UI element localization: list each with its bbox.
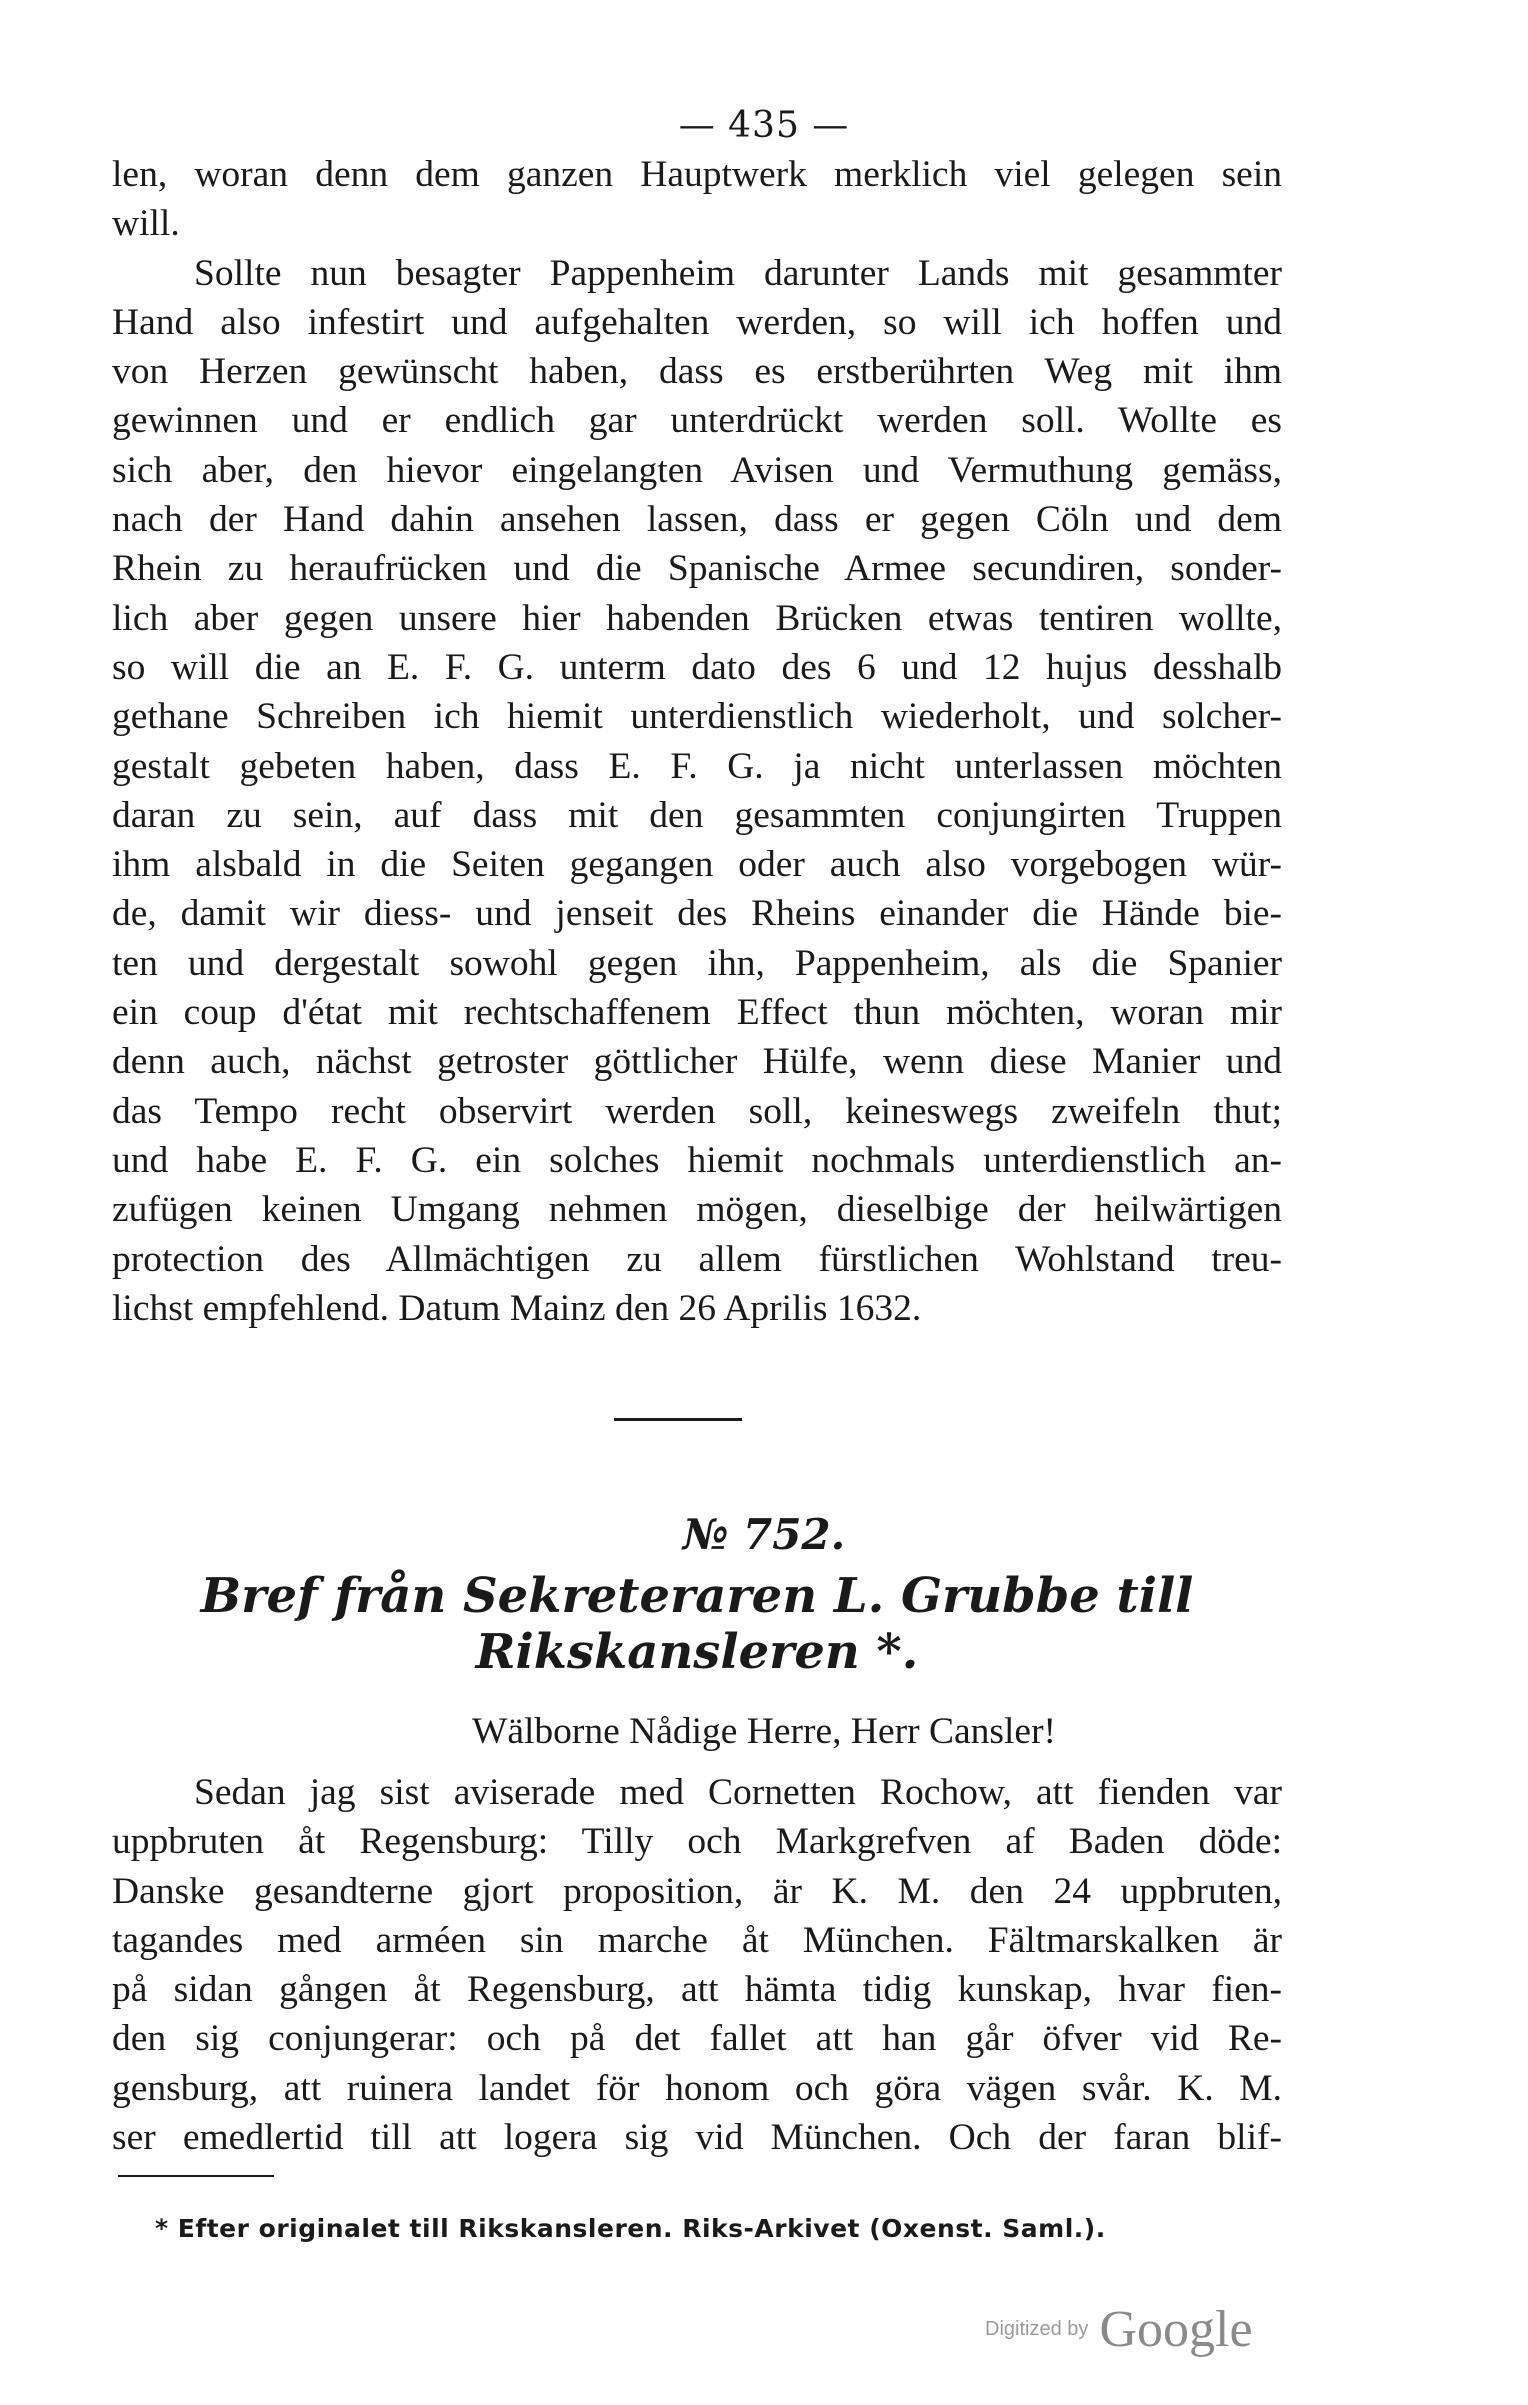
body-line: sich aber, den hievor eingelangten Avisen und Vermuthung gemäss, — [112, 449, 1282, 491]
body-line: nach der Hand dahin ansehen lassen, dass er gegen Cöln und dem — [112, 499, 1282, 541]
body-line: ein coup d'état mit rechtschaffenem Effect thun möchten, woran mir — [112, 992, 1282, 1034]
document-number: № 752. — [682, 1510, 846, 1559]
body-line: denn auch, nächst getroster göttlicher Hülfe, wenn diese Manier und — [112, 1041, 1282, 1083]
letter-body — [112, 150, 1282, 1333]
watermark-prefix: Digitized by — [985, 2318, 1089, 2340]
body-line: von Herzen gewünscht haben, dass es erstberührten Weg mit ihm — [112, 351, 1282, 393]
salutation: Wälborne Nådige Herre, Herr Cansler! — [471, 1711, 1057, 1752]
body-line: Danske gesandterne gjort proposition, är K. M. den 24 uppbruten, — [112, 1870, 1282, 1912]
body-line: will. — [112, 203, 180, 245]
body-line: på sidan gången åt Regensburg, att hämta tidig kunskap, hvar fien- — [112, 1969, 1282, 2011]
body-line: Sollte nun besagter Pappenheim darunter Lands mit gesammter — [194, 252, 1282, 294]
google-logo: Google — [1099, 2301, 1253, 2358]
section-divider — [614, 1418, 742, 1421]
body-line: Rhein zu heraufrücken und die Spanische Armee secundiren, sonder- — [112, 548, 1282, 590]
letter-heading-line2: Rikskansleren *. — [475, 1624, 919, 1680]
digitized-watermark — [985, 2300, 1253, 2359]
footnote: * Efter originalet till Rikskansleren. Riks-Arkivet (Oxenst. Saml.). — [155, 2214, 1106, 2243]
body-line: de, damit wir diess- und jenseit des Rheins einander die Hände bie- — [112, 893, 1282, 935]
body-line: ihm alsbald in die Seiten gegangen oder auch also vorgebogen wür- — [112, 844, 1282, 886]
body-line: zufügen keinen Umgang nehmen mögen, dieselbige der heilwärtigen — [112, 1189, 1282, 1231]
body-line: ser emedlertid till att logera sig vid München. Och der faran blif- — [112, 2117, 1282, 2159]
footnote-rule — [118, 2175, 274, 2177]
body-line: ten und dergestalt sowohl gegen ihn, Pappenheim, als die Spanier — [112, 942, 1282, 984]
body-line: so will die an E. F. G. unterm dato des 6 und 12 hujus desshalb — [112, 646, 1282, 688]
body-line: das Tempo recht observirt werden soll, keineswegs zweifeln thut; — [112, 1090, 1282, 1132]
body-line: Sedan jag sist aviserade med Cornetten Rochow, att fienden var — [194, 1772, 1282, 1813]
body-line: uppbruten åt Regensburg: Tilly och Markgrefven af Baden döde: — [112, 1821, 1282, 1863]
body-line: den sig conjungerar: och på det fallet att han går öfver vid Re- — [112, 2018, 1282, 2060]
body-line: gewinnen und er endlich gar unterdrückt werden soll. Wollte es — [112, 400, 1282, 442]
body-line: lich aber gegen unsere hier habenden Brücken etwas tentiren wollte, — [112, 597, 1282, 639]
body-line: len, woran denn dem ganzen Hauptwerk merklich viel gelegen sein — [112, 154, 1282, 195]
body-line: daran zu sein, auf dass mit den gesammten conjungirten Truppen — [112, 794, 1282, 836]
body-line: tagandes med arméen sin marche åt München. Fältmarskalken är — [112, 1919, 1282, 1961]
body-line: gestalt gebeten haben, dass E. F. G. ja nicht unterlassen möchten — [112, 745, 1282, 787]
body-line: gensburg, att ruinera landet för honom och göra vägen svår. K. M. — [112, 2067, 1282, 2109]
body-line: protection des Allmächtigen zu allem fürstlichen Wohlstand treu- — [112, 1238, 1282, 1280]
letter-heading-line1: Bref från Sekreteraren L. Grubbe till — [200, 1568, 1194, 1624]
body-line: und habe E. F. G. ein solches hiemit nochmals unterdienstlich an- — [112, 1139, 1282, 1181]
page-number: — 435 — — [678, 105, 850, 146]
swedish-letter-body — [112, 1768, 1282, 2162]
body-line: Hand also infestirt und aufgehalten werden, so will ich hoffen und — [112, 301, 1282, 343]
body-line: gethane Schreiben ich hiemit unterdienstlich wiederholt, und solcher- — [112, 696, 1282, 738]
body-line: lichst empfehlend. Datum Mainz den 26 Aprilis 1632. — [112, 1287, 922, 1329]
